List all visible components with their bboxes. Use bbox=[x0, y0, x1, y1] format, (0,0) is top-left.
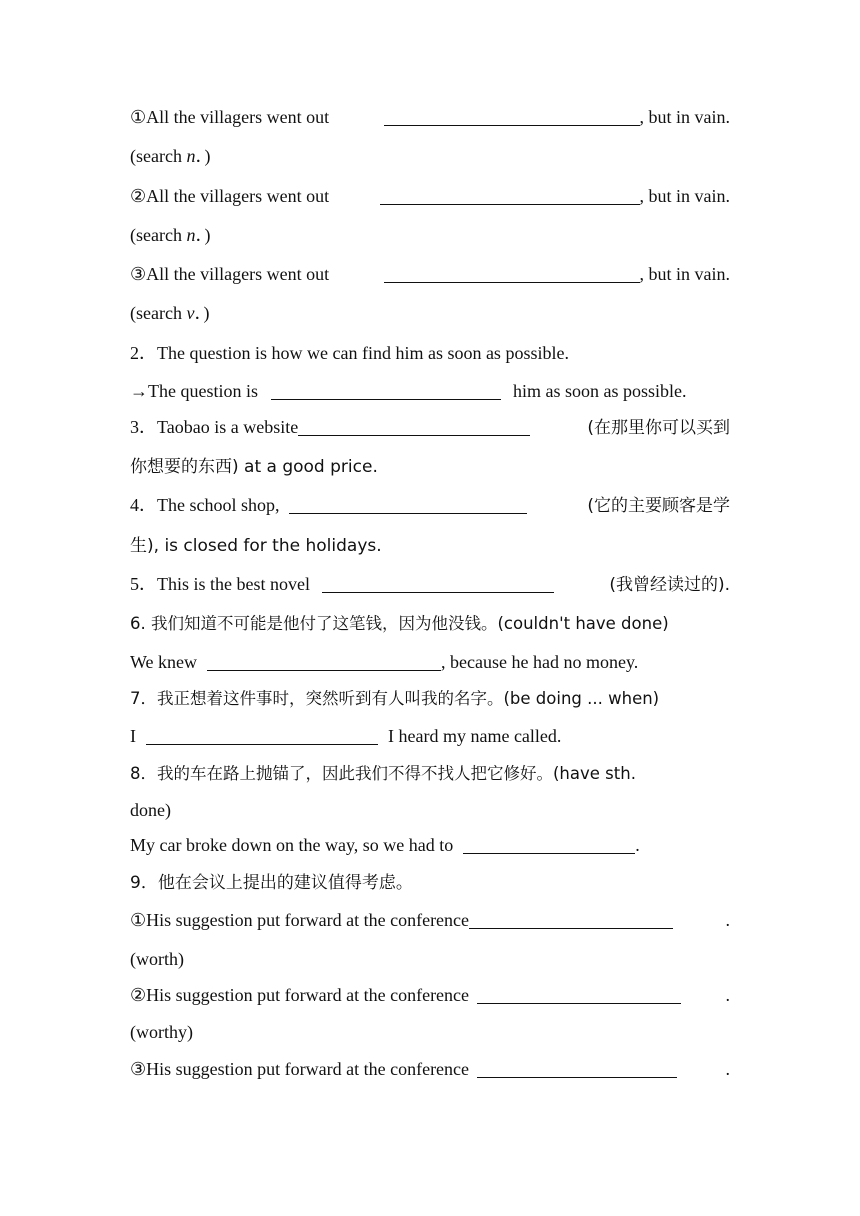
hint-word-class: n bbox=[186, 225, 196, 245]
hint-text: (worth) bbox=[130, 949, 184, 969]
hint-text: (worthy) bbox=[130, 1022, 193, 1042]
answer-blank[interactable] bbox=[271, 381, 501, 400]
answer-blank[interactable] bbox=[463, 835, 635, 854]
sentence-text: We knew bbox=[130, 652, 198, 672]
hint-text: (search bbox=[130, 303, 187, 323]
chinese-prompt: 6. 我们知道不可能是他付了这笔钱，因为他没钱。(couldn't have done) bbox=[130, 614, 669, 633]
exercise-1-hint-1 bbox=[130, 143, 730, 169]
answer-blank[interactable] bbox=[384, 107, 640, 126]
sentence-text: . bbox=[635, 835, 640, 855]
exercise-4-line-1 bbox=[130, 492, 730, 518]
answer-blank[interactable] bbox=[477, 985, 681, 1004]
sentence-text: ③His suggestion put forward at the conference bbox=[130, 1059, 470, 1079]
exercise-6-prompt bbox=[130, 610, 730, 636]
sentence-text: I bbox=[130, 726, 136, 746]
exercise-6-answer-line bbox=[130, 649, 730, 675]
answer-blank[interactable] bbox=[146, 726, 378, 745]
chinese-hint: (它的主要顾客是学 bbox=[587, 496, 730, 516]
exercise-7-prompt bbox=[130, 685, 730, 711]
exercise-8-prompt-1 bbox=[130, 760, 730, 786]
sentence-text: ①His suggestion put forward at the conference bbox=[130, 910, 470, 930]
exercise-9-line-3 bbox=[130, 1056, 730, 1082]
sentence-text: 5．This is the best novel bbox=[130, 574, 310, 594]
sentence-text: 2．The question is how we can find him as soon as possible. bbox=[130, 343, 569, 363]
exercise-4-line-2 bbox=[130, 532, 730, 558]
answer-blank[interactable] bbox=[469, 910, 673, 929]
exercise-8-prompt-2 bbox=[130, 797, 730, 823]
answer-blank[interactable] bbox=[289, 495, 527, 514]
exercise-8-answer-line bbox=[130, 832, 730, 858]
chinese-prompt: 8．我的车在路上抛锚了，因此我们不得不找人把它修好。(have sth. bbox=[130, 764, 636, 783]
chinese-hint: (我曾经读过的). bbox=[609, 575, 730, 595]
chinese-prompt: 9．他在会议上提出的建议值得考虑。 bbox=[130, 873, 413, 893]
answer-blank[interactable] bbox=[322, 574, 554, 593]
hint-word-class: n bbox=[186, 146, 196, 166]
answer-blank[interactable] bbox=[384, 264, 640, 283]
sentence-text: 你想要的东西) at a good price. bbox=[130, 457, 378, 477]
answer-blank[interactable] bbox=[207, 652, 441, 671]
exercise-1-line-2 bbox=[130, 183, 730, 209]
exercise-1-line-3 bbox=[130, 261, 730, 287]
exercise-2-answer-line bbox=[130, 378, 730, 404]
answer-blank[interactable] bbox=[477, 1059, 677, 1078]
sentence-text: →The question is bbox=[130, 381, 258, 401]
exercise-1-line-1 bbox=[130, 104, 730, 130]
sentence-text: . bbox=[725, 910, 730, 930]
exercise-5-line bbox=[130, 571, 730, 597]
sentence-text: ②His suggestion put forward at the conference bbox=[130, 985, 470, 1005]
sentence-text: ③All the villagers went out bbox=[130, 264, 330, 284]
sentence-text: , but in vain. bbox=[639, 264, 730, 284]
sentence-text: 生), is closed for the holidays. bbox=[130, 536, 382, 556]
exercise-2-prompt bbox=[130, 340, 730, 366]
hint-text: (search bbox=[130, 146, 187, 166]
chinese-hint: (在那里你可以买到 bbox=[587, 418, 730, 438]
exercise-9-prompt bbox=[130, 869, 730, 895]
exercise-9-line-1 bbox=[130, 907, 730, 933]
sentence-text: . bbox=[725, 1059, 730, 1079]
answer-blank[interactable] bbox=[298, 417, 530, 436]
hint-text: ．) bbox=[195, 225, 211, 245]
sentence-text: , but in vain. bbox=[639, 186, 730, 206]
chinese-prompt: 7．我正想着这件事时，突然听到有人叫我的名字。(be doing ... when) bbox=[130, 689, 660, 708]
sentence-text: My car broke down on the way, so we had to bbox=[130, 835, 454, 855]
hint-text: ．) bbox=[194, 303, 210, 323]
hint-text: (search bbox=[130, 225, 187, 245]
sentence-text: . bbox=[725, 985, 730, 1005]
hint-word-class: v bbox=[186, 303, 195, 323]
sentence-text: ①All the villagers went out bbox=[130, 107, 330, 127]
answer-blank[interactable] bbox=[380, 186, 640, 205]
sentence-text: 4．The school shop, bbox=[130, 495, 280, 515]
sentence-text: , because he had no money. bbox=[441, 652, 639, 672]
exercise-9-line-2 bbox=[130, 982, 730, 1008]
exercise-1-hint-2 bbox=[130, 222, 730, 248]
sentence-text: ②All the villagers went out bbox=[130, 186, 330, 206]
exercise-3-line-1 bbox=[130, 414, 730, 440]
exercise-9-hint-2 bbox=[130, 1019, 730, 1045]
sentence-text: I heard my name called. bbox=[388, 726, 562, 746]
hint-text: ．) bbox=[195, 146, 211, 166]
exercise-3-line-2 bbox=[130, 453, 730, 479]
sentence-text: done) bbox=[130, 800, 171, 820]
exercise-7-answer-line bbox=[130, 723, 730, 749]
exercise-9-hint-1 bbox=[130, 946, 730, 972]
sentence-text: 3．Taobao is a website bbox=[130, 417, 299, 437]
sentence-text: him as soon as possible. bbox=[513, 381, 687, 401]
exercise-1-hint-3 bbox=[130, 300, 730, 326]
sentence-text: , but in vain. bbox=[639, 107, 730, 127]
